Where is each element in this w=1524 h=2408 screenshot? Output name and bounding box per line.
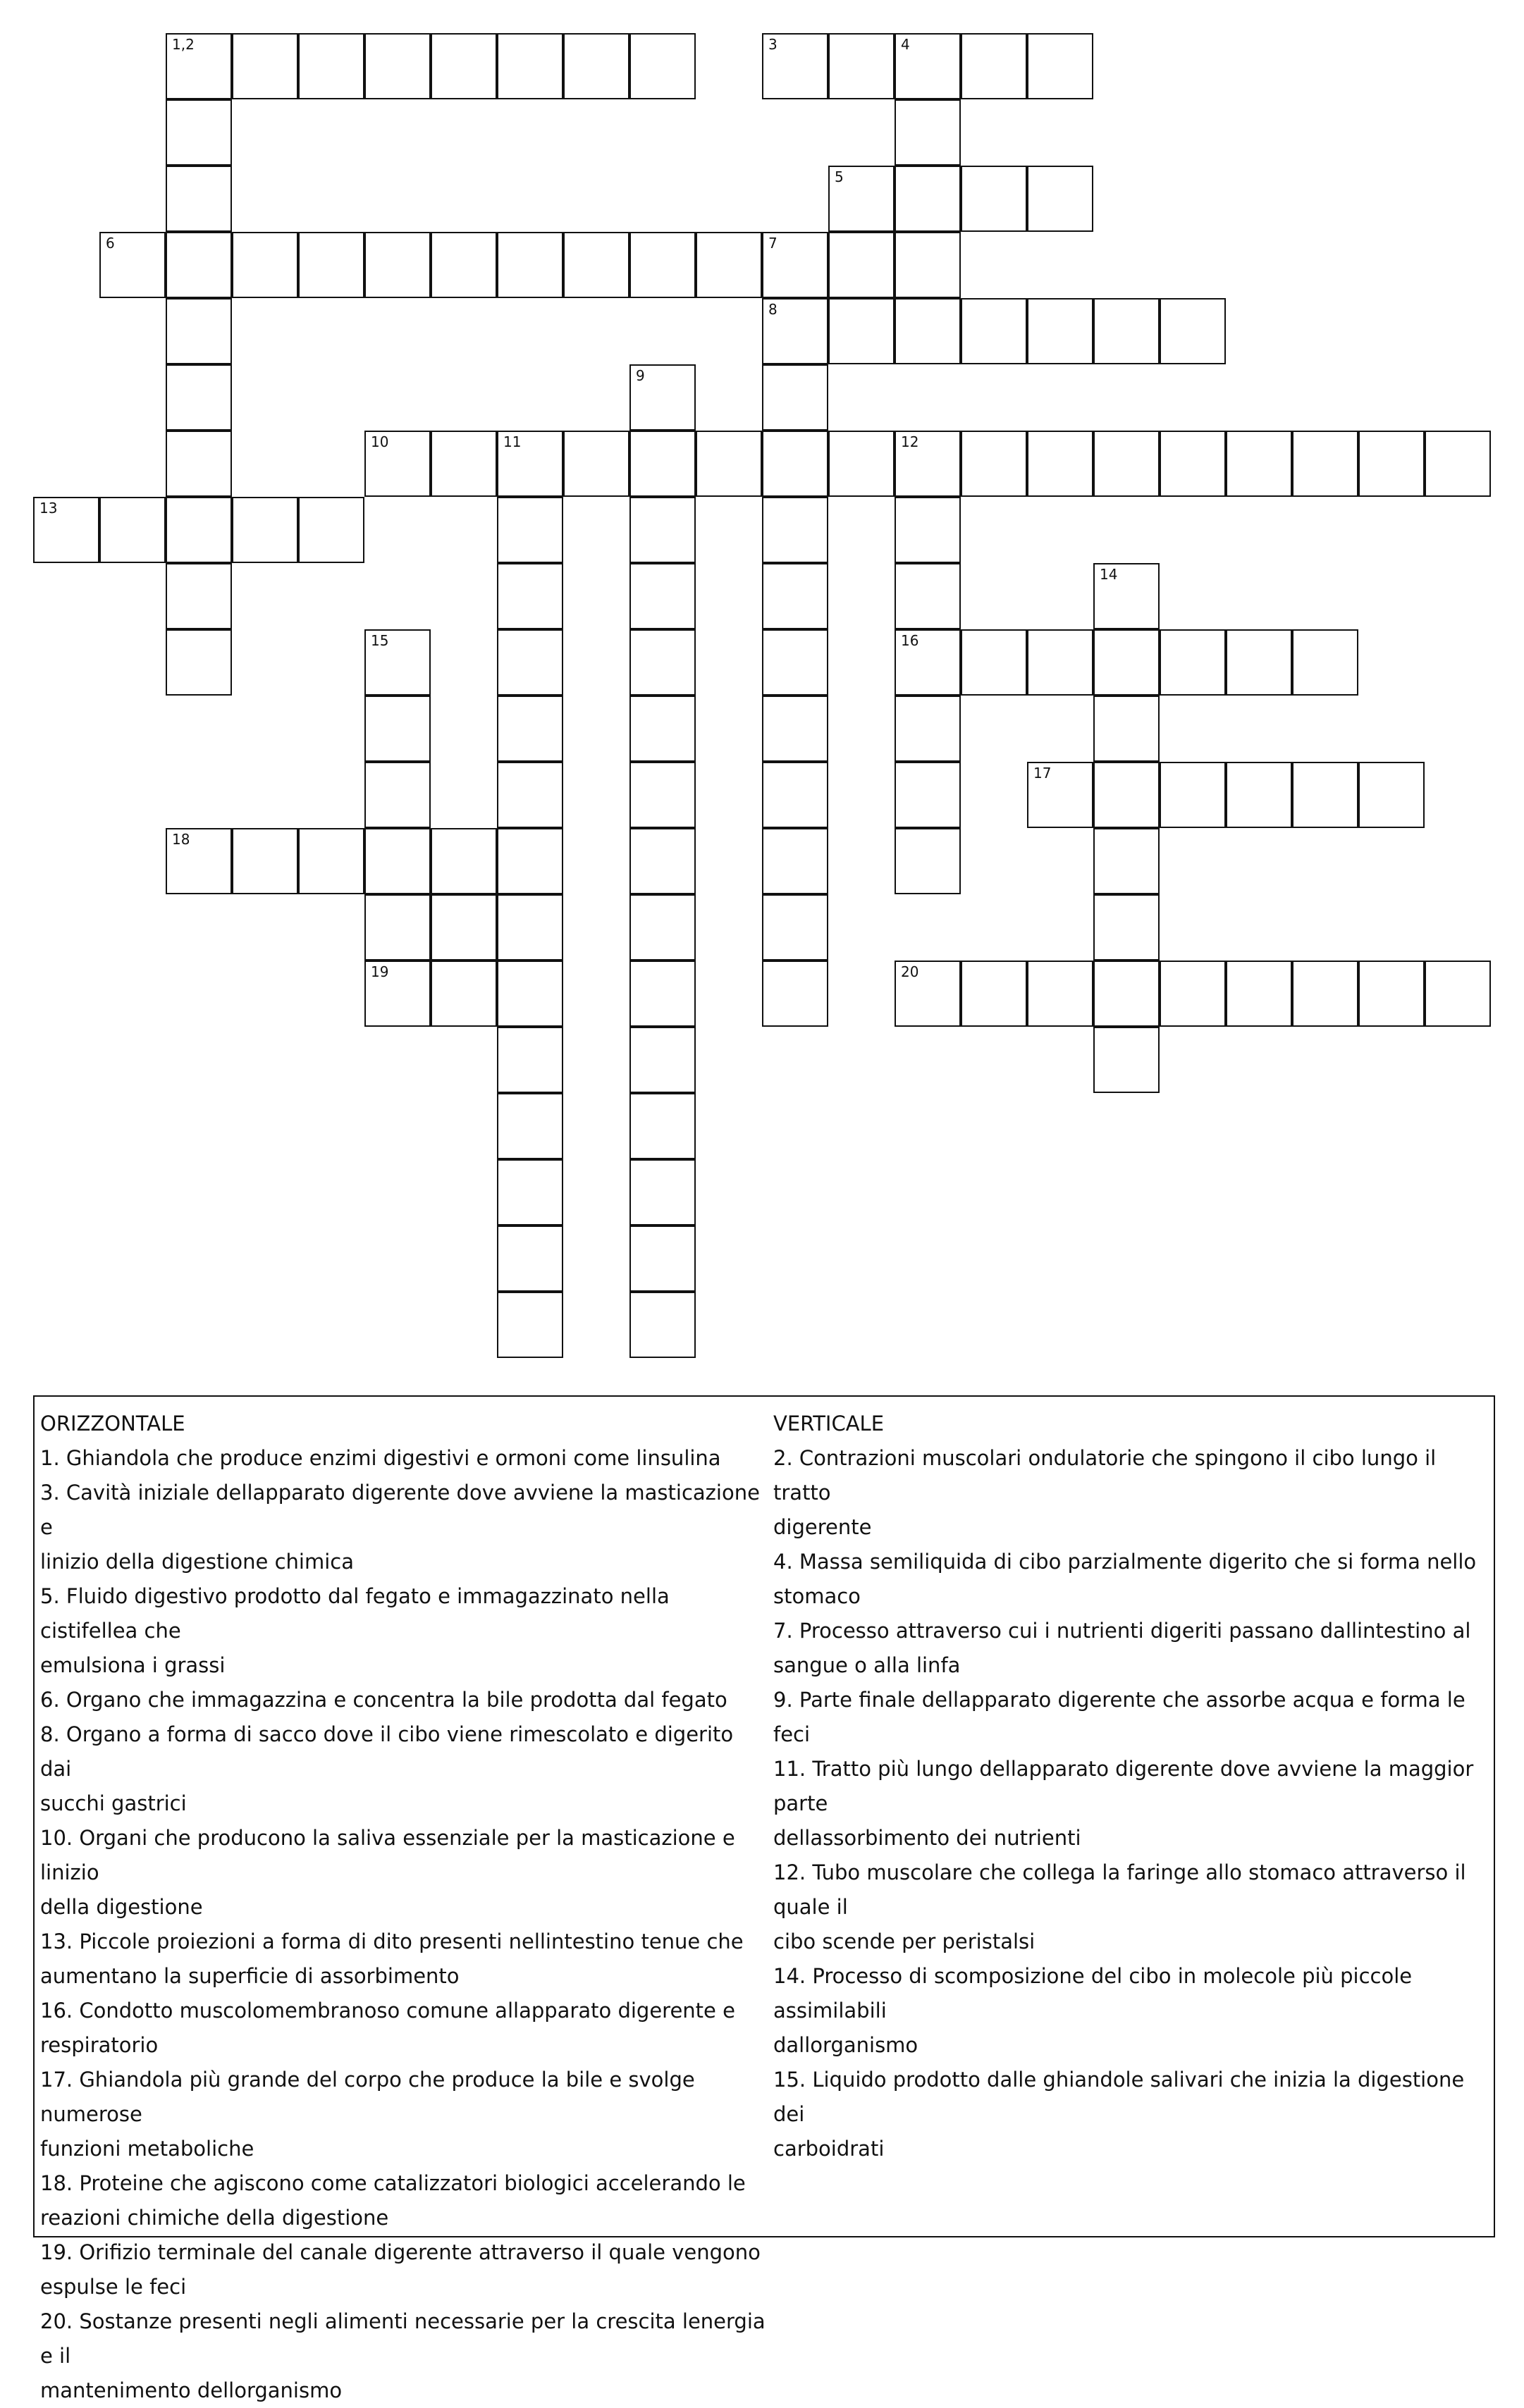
down-list [773, 1441, 1492, 2166]
grid-cell[interactable] [166, 232, 232, 298]
clue-line: linizio della digestione chimica [40, 1550, 354, 1574]
grid-cell[interactable] [364, 629, 431, 696]
grid-cell[interactable] [497, 828, 563, 894]
grid-cell[interactable] [364, 33, 431, 99]
clue-number: 17 [1033, 765, 1052, 782]
clue-number: 14 [1100, 566, 1118, 583]
grid-cell[interactable] [1093, 298, 1160, 364]
grid-cell[interactable] [33, 497, 99, 563]
grid-cell[interactable] [762, 696, 828, 762]
clue-number: 16 [901, 632, 919, 649]
grid-cell[interactable] [166, 33, 232, 99]
grid-cell[interactable] [629, 828, 696, 894]
grid-cell[interactable] [563, 431, 629, 497]
clue-number: 20 [901, 963, 919, 980]
grid-cell[interactable] [961, 33, 1027, 99]
grid-cell[interactable] [1093, 629, 1160, 696]
clue-line: 7. Processo attraverso cui i nutrienti digeriti passano dallintestino al [773, 1619, 1471, 1643]
grid-cell[interactable] [298, 497, 364, 563]
grid-cell[interactable] [166, 298, 232, 364]
grid-cell[interactable] [1226, 961, 1292, 1027]
grid-cell[interactable] [497, 696, 563, 762]
clue-line: 9. Parte finale dellapparato digerente che assorbe acqua e forma le feci [773, 1688, 1465, 1746]
grid-cell[interactable] [364, 961, 431, 1027]
grid-cell[interactable] [828, 33, 895, 99]
clue-line: 2. Contrazioni muscolari ondulatorie che spingono il cibo lungo il tratto [773, 1446, 1437, 1505]
clue-number: 8 [768, 301, 778, 318]
grid-cell[interactable] [232, 828, 298, 894]
grid-cell[interactable] [629, 696, 696, 762]
clue-line: respiratorio [40, 2033, 159, 2057]
grid-cell[interactable] [431, 232, 497, 298]
grid-cell[interactable] [762, 497, 828, 563]
grid-cell[interactable] [1292, 961, 1358, 1027]
grid-cell[interactable] [1226, 629, 1292, 696]
grid-cell[interactable] [895, 696, 961, 762]
grid-cell[interactable] [1160, 629, 1226, 696]
clue-line: 8. Organo a forma di sacco dove il cibo viene rimescolato e digerito dai [40, 1722, 734, 1781]
grid-cell[interactable] [497, 629, 563, 696]
grid-cell[interactable] [895, 99, 961, 166]
grid-cell[interactable] [1226, 431, 1292, 497]
grid-cell[interactable] [298, 232, 364, 298]
clue-number: 11 [503, 433, 522, 450]
grid-cell[interactable] [895, 497, 961, 563]
grid-cell[interactable] [99, 497, 166, 563]
grid-cell[interactable] [431, 828, 497, 894]
grid-cell[interactable] [563, 33, 629, 99]
grid-cell[interactable] [762, 364, 828, 431]
grid-cell[interactable] [828, 298, 895, 364]
clue-line: 5. Fluido digestivo prodotto dal fegato e immagazzinato nella cistifellea che [40, 1584, 670, 1643]
grid-cell[interactable] [166, 166, 232, 232]
grid-cell[interactable] [497, 563, 563, 629]
clue-number: 1,2 [172, 36, 195, 53]
clue-line: 3. Cavità iniziale dellapparato digerente dove avviene la masticazione e [40, 1481, 760, 1539]
clue-number: 7 [768, 235, 778, 252]
grid-cell[interactable] [1027, 629, 1093, 696]
clues-box [33, 1395, 1495, 2402]
grid-cell[interactable] [895, 629, 961, 696]
grid-cell[interactable] [762, 762, 828, 828]
grid-cell[interactable] [497, 1027, 563, 1093]
grid-cell[interactable] [895, 232, 961, 298]
clue-line: 13. Piccole proiezioni a forma di dito presenti nellintestino tenue che [40, 1930, 744, 1953]
grid-cell[interactable] [762, 431, 828, 497]
grid-cell[interactable] [1027, 166, 1093, 232]
clue-line: funzioni metaboliche [40, 2137, 254, 2161]
clue-line: 11. Tratto più lungo dellapparato digerente dove avviene la maggior parte [773, 1757, 1474, 1815]
grid-cell[interactable] [961, 166, 1027, 232]
grid-cell[interactable] [762, 563, 828, 629]
grid-cell[interactable] [1358, 431, 1425, 497]
clue-line: cibo scende per peristalsi [773, 1930, 1036, 1953]
grid-cell[interactable] [1093, 1027, 1160, 1093]
grid-cell[interactable] [166, 828, 232, 894]
grid-cell[interactable] [696, 431, 762, 497]
clue-line: 6. Organo che immagazzina e concentra la bile prodotta dal fegato [40, 1688, 727, 1712]
grid-cell[interactable] [497, 33, 563, 99]
grid-cell[interactable] [629, 894, 696, 961]
grid-cell[interactable] [629, 563, 696, 629]
grid-cell[interactable] [166, 563, 232, 629]
clue-line: 12. Tubo muscolare che collega la faringe allo stomaco attraverso il quale il [773, 1860, 1466, 1919]
grid-cell[interactable] [1425, 961, 1491, 1027]
grid-cell[interactable] [497, 894, 563, 961]
grid-cell[interactable] [497, 497, 563, 563]
clue-number: 10 [371, 433, 389, 450]
grid-cell[interactable] [629, 629, 696, 696]
clue-line: 18. Proteine che agiscono come catalizzatori biologici accelerando le [40, 2171, 746, 2195]
down-clues [773, 1407, 1492, 2166]
grid-cell[interactable] [629, 961, 696, 1027]
grid-cell[interactable] [563, 232, 629, 298]
grid-cell[interactable] [166, 431, 232, 497]
grid-cell[interactable] [232, 33, 298, 99]
clue-line: carboidrati [773, 2137, 885, 2161]
grid-cell[interactable] [895, 298, 961, 364]
clue-number: 4 [901, 36, 910, 53]
grid-cell[interactable] [497, 431, 563, 497]
grid-cell[interactable] [364, 431, 431, 497]
grid-cell[interactable] [828, 431, 895, 497]
grid-cell[interactable] [431, 33, 497, 99]
clue-line: espulse le feci [40, 2275, 187, 2299]
clue-line: 19. Orifizio terminale del canale digerente attraverso il quale vengono [40, 2240, 761, 2264]
grid-cell[interactable] [1027, 762, 1093, 828]
grid-cell[interactable] [364, 696, 431, 762]
grid-cell[interactable] [629, 364, 696, 431]
grid-cell[interactable] [961, 431, 1027, 497]
grid-cell[interactable] [1093, 828, 1160, 894]
grid-cell[interactable] [1160, 431, 1226, 497]
grid-cell[interactable] [1160, 961, 1226, 1027]
grid-cell[interactable] [99, 232, 166, 298]
down-title: VERTICALE [773, 1412, 885, 1435]
grid-cell[interactable] [762, 298, 828, 364]
grid-cell[interactable] [629, 1093, 696, 1159]
grid-cell[interactable] [232, 232, 298, 298]
clue-line: 20. Sostanze presenti negli alimenti necessarie per la crescita lenergia e il [40, 2309, 766, 2368]
grid-cell[interactable] [629, 1027, 696, 1093]
grid-cell[interactable] [762, 33, 828, 99]
clue-number: 19 [371, 963, 389, 980]
grid-cell[interactable] [431, 894, 497, 961]
clue-number: 12 [901, 433, 919, 450]
grid-cell[interactable] [1160, 298, 1226, 364]
clue-number: 5 [835, 168, 844, 185]
grid-cell[interactable] [1093, 894, 1160, 961]
grid-cell[interactable] [232, 497, 298, 563]
clue-line: 4. Massa semiliquida di cibo parzialmente digerito che si forma nello [773, 1550, 1477, 1574]
grid-cell[interactable] [629, 762, 696, 828]
grid-cell[interactable] [762, 828, 828, 894]
clue-number: 15 [371, 632, 389, 649]
grid-cell[interactable] [1226, 762, 1292, 828]
grid-cell[interactable] [828, 166, 895, 232]
grid-cell[interactable] [961, 298, 1027, 364]
grid-cell[interactable] [895, 431, 961, 497]
grid-cell[interactable] [1027, 33, 1093, 99]
clue-line: sangue o alla linfa [773, 1653, 961, 1677]
across-clues [40, 1407, 770, 2408]
clue-line: reazioni chimiche della digestione [40, 2206, 389, 2230]
grid-cell[interactable] [1093, 961, 1160, 1027]
grid-cell[interactable] [629, 1292, 696, 1358]
grid-cell[interactable] [1027, 431, 1093, 497]
grid-cell[interactable] [497, 1093, 563, 1159]
clue-line: 17. Ghiandola più grande del corpo che produce la bile e svolge numerose [40, 2068, 695, 2126]
grid-cell[interactable] [762, 961, 828, 1027]
grid-cell[interactable] [629, 1225, 696, 1292]
clue-number: 13 [39, 500, 58, 517]
grid-cell[interactable] [1093, 696, 1160, 762]
clue-line: 1. Ghiandola che produce enzimi digestivi e ormoni come linsulina [40, 1446, 721, 1470]
clue-line: 10. Organi che producono la saliva essenziale per la masticazione e linizio [40, 1826, 735, 1884]
clue-line: dallorganismo [773, 2033, 918, 2057]
grid-cell[interactable] [298, 33, 364, 99]
clue-number: 18 [172, 831, 190, 848]
grid-cell[interactable] [629, 497, 696, 563]
clue-number: 3 [768, 36, 778, 53]
clue-line: aumentano la superficie di assorbimento [40, 1964, 460, 1988]
grid-cell[interactable] [1292, 762, 1358, 828]
grid-cell[interactable] [895, 828, 961, 894]
grid-cell[interactable] [497, 1292, 563, 1358]
clue-line: mantenimento dellorganismo [40, 2378, 343, 2402]
clue-line: stomaco [773, 1584, 861, 1608]
grid-cell[interactable] [497, 762, 563, 828]
grid-cell[interactable] [961, 961, 1027, 1027]
grid-cell[interactable] [895, 762, 961, 828]
grid-cell[interactable] [1292, 431, 1358, 497]
grid-cell[interactable] [497, 1225, 563, 1292]
clue-line: dellassorbimento dei nutrienti [773, 1826, 1081, 1850]
grid-cell[interactable] [298, 828, 364, 894]
grid-cell[interactable] [895, 33, 961, 99]
clue-line: 15. Liquido prodotto dalle ghiandole salivari che inizia la digestione dei [773, 2068, 1465, 2126]
across-title: ORIZZONTALE [40, 1412, 185, 1435]
clue-line: emulsiona i grassi [40, 1653, 226, 1677]
grid-cell[interactable] [431, 961, 497, 1027]
clue-number: 6 [106, 235, 115, 252]
grid-cell[interactable] [1425, 431, 1491, 497]
clue-line: 14. Processo di scomposizione del cibo in molecole più piccole assimilabili [773, 1964, 1413, 2023]
grid-cell[interactable] [629, 1159, 696, 1225]
grid-cell[interactable] [961, 629, 1027, 696]
grid-cell[interactable] [1292, 629, 1358, 696]
grid-cell[interactable] [166, 629, 232, 696]
grid-cell[interactable] [629, 33, 696, 99]
grid-cell[interactable] [696, 232, 762, 298]
grid-cell[interactable] [895, 166, 961, 232]
grid-cell[interactable] [1160, 762, 1226, 828]
clue-line: digerente [773, 1515, 872, 1539]
grid-cell[interactable] [629, 431, 696, 497]
grid-cell[interactable] [497, 1159, 563, 1225]
grid-cell[interactable] [895, 563, 961, 629]
grid-cell[interactable] [1093, 563, 1160, 629]
grid-cell[interactable] [828, 232, 895, 298]
clue-line: succhi gastrici [40, 1791, 187, 1815]
clue-number: 9 [636, 367, 645, 384]
grid-cell[interactable] [364, 232, 431, 298]
grid-cell[interactable] [166, 497, 232, 563]
grid-cell[interactable] [1358, 762, 1425, 828]
grid-cell[interactable] [497, 232, 563, 298]
grid-cell[interactable] [364, 894, 431, 961]
grid-cell[interactable] [1027, 298, 1093, 364]
grid-cell[interactable] [762, 894, 828, 961]
grid-cell[interactable] [497, 961, 563, 1027]
grid-cell[interactable] [1093, 762, 1160, 828]
grid-cell[interactable] [762, 629, 828, 696]
grid-cell[interactable] [1358, 961, 1425, 1027]
grid-cell[interactable] [1093, 431, 1160, 497]
grid-cell[interactable] [629, 232, 696, 298]
grid-cell[interactable] [1027, 961, 1093, 1027]
clue-line: 16. Condotto muscolomembranoso comune allapparato digerente e [40, 1999, 735, 2023]
grid-cell[interactable] [166, 99, 232, 166]
clue-line: della digestione [40, 1895, 203, 1919]
grid-cell[interactable] [166, 364, 232, 431]
across-list [40, 1441, 770, 2408]
grid-cell[interactable] [364, 762, 431, 828]
grid-cell[interactable] [431, 431, 497, 497]
grid-cell[interactable] [895, 961, 961, 1027]
grid-cell[interactable] [364, 828, 431, 894]
grid-cell[interactable] [762, 232, 828, 298]
